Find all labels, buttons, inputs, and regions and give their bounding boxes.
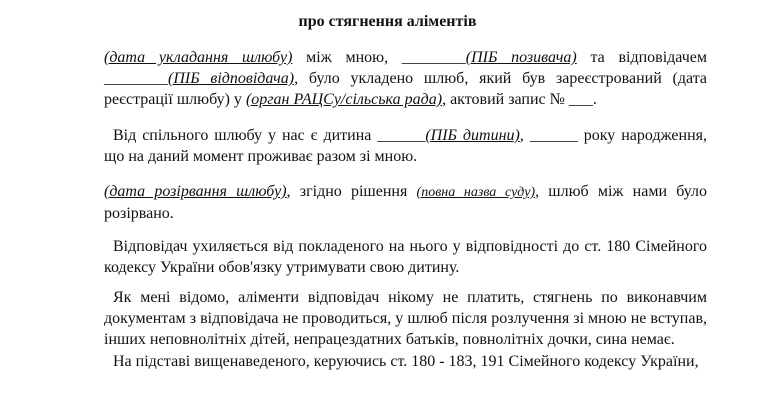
placeholder-field: (орган РАЦСу/сільська рада) <box>245 91 443 108</box>
paragraph-grounds <box>104 351 707 372</box>
placeholder-field: (ПІБ позивача) <box>465 49 577 66</box>
placeholder-field: (дата укладання шлюбу) <box>104 49 293 66</box>
document-subtitle: про стягнення аліментів <box>298 13 477 30</box>
paragraph-text: Від спільного шлюбу у нас є дитина ______ <box>113 127 426 144</box>
paragraph-duty <box>104 236 707 278</box>
paragraph-text: , актовий запис № ___. <box>442 91 597 108</box>
placeholder-field: (повна назва суду) <box>416 185 536 200</box>
paragraph-text: між мною, ________ <box>292 49 466 66</box>
placeholder-field: (ПІБ відповідача) <box>168 70 295 87</box>
document-title-cut <box>300 0 480 4</box>
paragraph-text: Відповідач ухиляється від покладеного на нього у відповідності до ст. 180 Сімейного кодексу України обов'язку утримувати свою дитину. <box>104 238 707 276</box>
paragraph-text: , було укладено шлюб, який був зареєстрований (дата реєстрації шлюбу) у <box>104 70 707 108</box>
placeholder-field: (дата розірвання шлюбу) <box>104 183 287 200</box>
paragraph-text: та відповідачем ________ <box>104 49 708 87</box>
paragraph-divorce <box>104 181 707 224</box>
paragraph-child <box>104 125 707 167</box>
paragraph-marriage <box>104 47 707 110</box>
paragraph-text: Як мені відомо, аліменти відповідач нікому не платить, стягнень по виконавчим документам з відповідача не проводиться, у шлюб після розлучення зі мною не вступав, інших неповнолітніх дітей, непрацездатних батьків, повнолітніх дочки, сина немає. <box>104 289 707 348</box>
placeholder-field: (ПІБ дитини) <box>425 127 520 144</box>
paragraph-text: На підставі вищенаведеного, керуючись ст. 180 - 183, 191 Сімейного кодексу України, <box>113 353 699 370</box>
paragraph-text: , шлюб між нами було розірвано. <box>104 183 708 222</box>
paragraph-text: , ______ року народження, що на даний момент проживає разом зі мною. <box>104 127 708 165</box>
paragraph-text: , згідно рішення <box>286 183 417 200</box>
paragraph-alimony-status <box>104 287 707 350</box>
